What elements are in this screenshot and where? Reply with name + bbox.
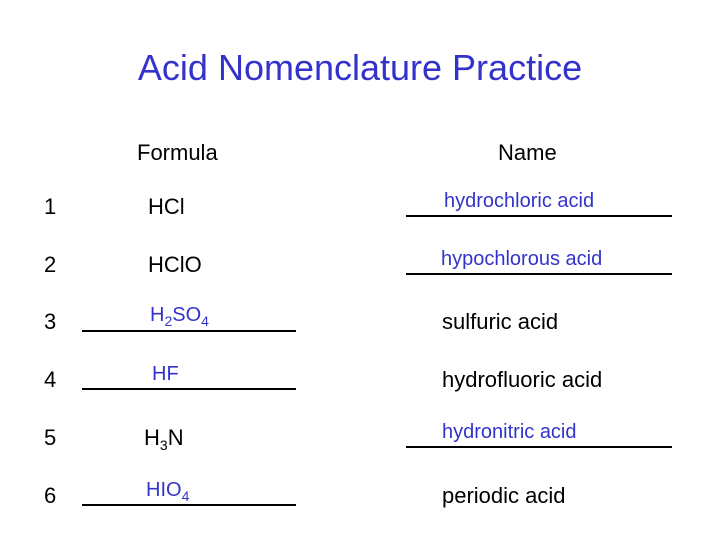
row-number: 6: [44, 483, 57, 508]
name-text: hydrofluoric acid: [442, 367, 603, 392]
page-title: Acid Nomenclature Practice: [137, 47, 583, 88]
row-number: 4: [44, 367, 57, 392]
answer-blank-line: [82, 504, 296, 506]
row-number: 1: [44, 194, 57, 219]
row-number: 2: [44, 252, 57, 277]
row-number: 5: [44, 425, 57, 450]
answer-name: hydrochloric acid: [444, 190, 595, 212]
answer-formula: HF: [152, 363, 179, 385]
formula-text: $H_3N$: [144, 425, 184, 453]
answer-name: hypochlorous acid: [441, 248, 603, 270]
answer-name: hydronitric acid: [442, 421, 577, 443]
name-text: periodic acid: [442, 483, 566, 508]
answer-blank-line: [82, 330, 296, 332]
answer-blank-line: [406, 446, 672, 448]
formula-text: HCl: [148, 194, 185, 219]
name-column-header: Name: [498, 140, 557, 165]
answer-blank-line: [406, 215, 672, 217]
answer-blank-line: [82, 388, 296, 390]
formula-column-header: Formula: [137, 140, 218, 165]
answer-formula: $H_2SO_4$: [150, 304, 209, 329]
row-number: 3: [44, 309, 57, 334]
formula-text: HClO: [148, 252, 202, 277]
answer-formula: $HIO_4$: [146, 479, 190, 504]
answer-blank-line: [406, 273, 672, 275]
name-text: sulfuric acid: [442, 309, 559, 334]
